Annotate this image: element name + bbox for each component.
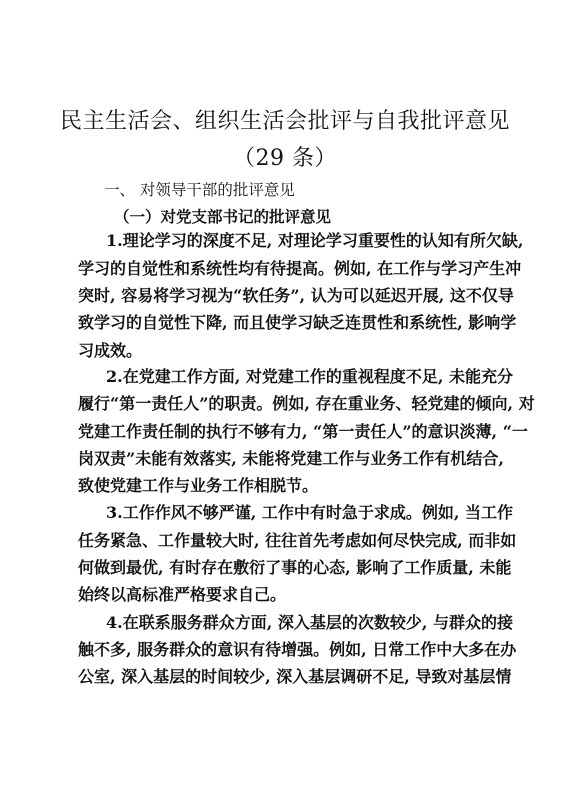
body-line: 2.在党建工作方面, 对党建工作的重视程度不足, 未能充分 <box>106 367 513 386</box>
body-line: 4.在联系服务群众方面, 深入基层的次数较少, 与群众的接 <box>106 613 513 632</box>
body-line: 履行“第一责任人”的职责。例如, 存在重业务、轻党建的倾向, 对 <box>78 394 535 413</box>
body-line: 始终以高标准严格要求自己。 <box>78 585 287 604</box>
body-line: 岗双责”未能有效落实, 未能将党建工作与业务工作有机结合, <box>78 449 504 468</box>
document-title: 民主生活会、组织生活会批评与自我批评意见 <box>59 109 510 134</box>
body-line: 触不多, 服务群众的意识有待增强。例如, 日常工作中大多在办 <box>78 640 517 659</box>
body-line: 1.理论学习的深度不足, 对理论学习重要性的认知有所欠缺, <box>106 231 524 250</box>
body-line: 党建工作责任制的执行不够有力, “第一责任人”的意识淡薄, “一 <box>78 422 528 441</box>
body-line: 学习的自觉性和系统性均有待提高。例如, 在工作与学习产生冲 <box>78 259 522 278</box>
body-line: 致使党建工作与业务工作相脱节。 <box>78 476 319 495</box>
section-heading: 一、 对领导干部的批评意见 <box>104 181 295 199</box>
body-line: 习成效。 <box>78 341 143 360</box>
body-line: 何做到最优, 有时存在敷衍了事的心态, 影响了工作质量, 未能 <box>78 558 512 577</box>
document-title-count: （29 条） <box>233 146 337 171</box>
subsection-heading: （一）对党支部书记的批评意见 <box>114 207 332 226</box>
body-line: 突时, 容易将学习视为“软任务”, 认为可以延迟开展, 这不仅导 <box>78 286 514 305</box>
body-line: 3.工作作风不够严谨, 工作中有时急于求成。例如, 当工作 <box>106 503 513 522</box>
body-line: 致学习的自觉性下降, 而且使学习缺乏连贯性和系统性, 影响学 <box>78 313 517 332</box>
body-line: 公室, 深入基层的时间较少, 深入基层调研不足, 导致对基层情 <box>78 667 512 686</box>
body-line: 任务紧急、工作量较大时, 往往首先考虑如何尽快完成, 而非如 <box>78 531 517 550</box>
